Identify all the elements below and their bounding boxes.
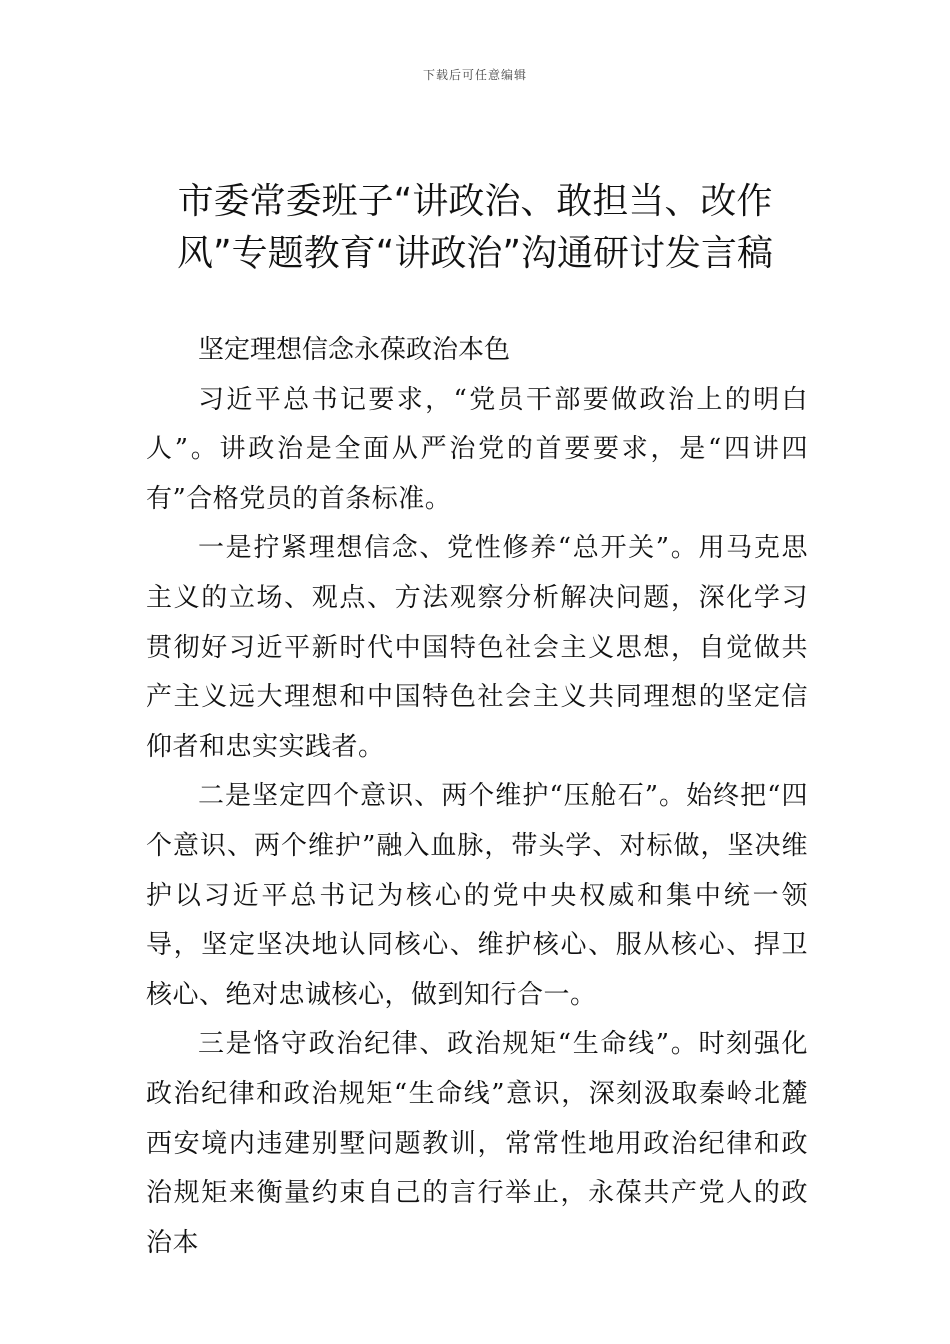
paragraph-point-1: 一是拧紧理想信念、党性修养“总开关”。用马克思主义的立场、观点、方法观察分析解决问题，深化学习贯彻好习近平新时代中国特色社会主义思想，自觉做共产主义远大理想和中国特色社会主义共同理想的坚定信仰者和忠实实践者。 xyxy=(146,533,808,762)
header-note: 下载后可任意编辑 xyxy=(422,68,527,82)
title-line-2: 风”专题教育“讲政治”沟通研讨发言稿 xyxy=(177,233,773,274)
document-body xyxy=(146,326,808,1268)
section-subheading: 坚定理想信念永葆政治本色 xyxy=(198,335,511,365)
title-line-1: 市委常委班子“讲政治、敢担当、改作 xyxy=(177,181,773,222)
document-title xyxy=(120,176,830,280)
paragraph-intro: 习近平总书记要求，“党员干部要做政治上的明白人”。讲政治是全面从严治党的首要要求，是“四讲四有”合格党员的首条标准。 xyxy=(146,384,808,514)
paragraph-point-3: 三是恪守政治纪律、政治规矩“生命线”。时刻强化政治纪律和政治规矩“生命线”意识，深刻汲取秦岭北麓西安境内违建别墅问题教训，常常性地用政治纪律和政治规矩来衡量约束自己的言行举止，永葆共产党人的政治本 xyxy=(146,1029,808,1258)
paragraph-point-2: 二是坚定四个意识、两个维护“压舱石”。始终把“四个意识、两个维护”融入血脉，带头学、对标做，坚决维护以习近平总书记为核心的党中央权威和集中统一领导，坚定坚决地认同核心、维护核心、服从核心、捍卫核心、绝对忠诚核心，做到知行合一。 xyxy=(146,781,808,1010)
